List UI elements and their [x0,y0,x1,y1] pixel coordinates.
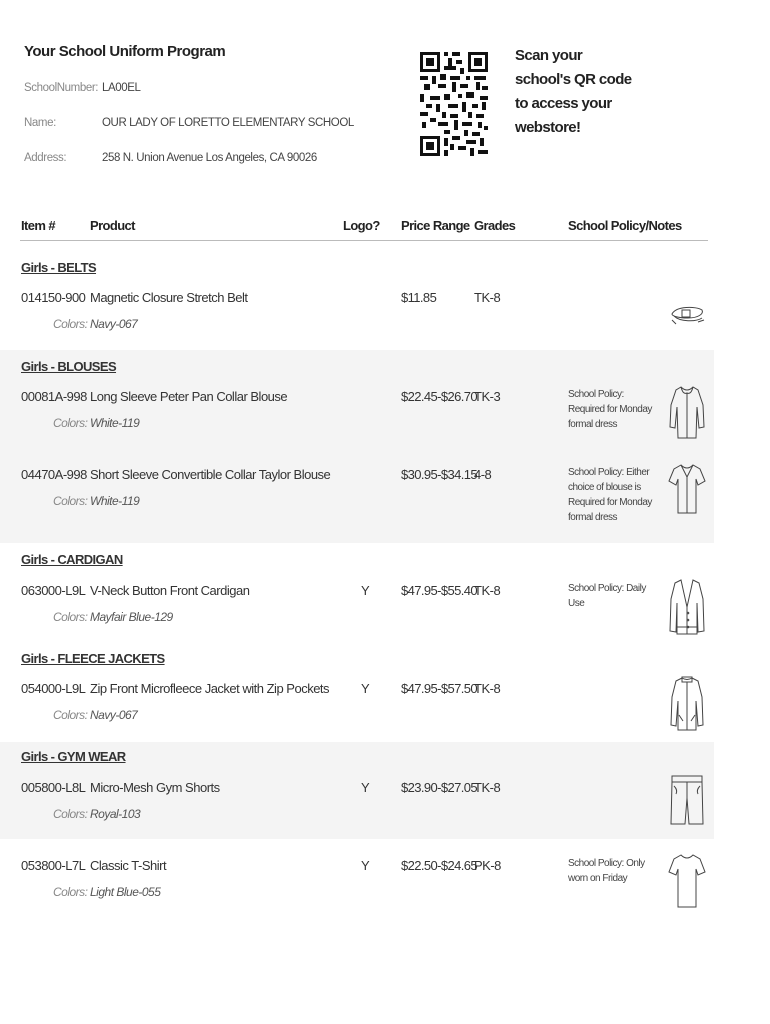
product-name: Long Sleeve Peter Pan Collar Blouse [90,389,288,404]
fleece-jacket-icon [668,675,706,733]
price-range: $22.50-$24.65 [401,858,478,873]
policy-notes: School Policy: Daily Use [568,583,646,609]
colors-label: Colors: [53,885,88,899]
category-heading: Girls - CARDIGAN [21,552,123,567]
grades: 4-8 [474,467,492,482]
product-name: Classic T-Shirt [90,858,167,873]
gym-shorts-icon [668,774,706,830]
grades: PK-8 [474,858,501,873]
item-number: 053800-L7L [21,858,86,873]
price-range: $23.90-$27.05 [401,780,478,795]
grades: TK-8 [474,780,501,795]
logo-flag: Y [361,583,370,598]
item-number: 054000-L9L [21,681,86,696]
colors-label: Colors: [53,610,88,624]
colors-value: Navy-067 [90,708,138,722]
grades: TK-3 [474,389,501,404]
colors-label: Colors: [53,416,88,430]
price-range: $47.95-$57.50 [401,681,478,696]
logo-flag: Y [361,780,370,795]
product-name: Magnetic Closure Stretch Belt [90,290,248,305]
item-number: 014150-900 [21,290,86,305]
grades: TK-8 [474,290,501,305]
category-heading: Girls - GYM WEAR [21,749,126,764]
colors-label: Colors: [53,708,88,722]
page-title: Your School Uniform Program [24,43,226,60]
table-row[interactable] [0,858,770,948]
policy-notes: School Policy: Required for Monday formal dress [568,389,652,430]
scan-instructions: Scan your school's QR code to access your webstore! [515,47,632,136]
item-number: 04470A-998 [21,467,87,482]
address-value: 258 N. Union Avenue Los Angeles, CA 90026 [102,152,317,164]
product-name: V-Neck Button Front Cardigan [90,583,250,598]
table-row[interactable] [0,467,770,557]
long-sleeve-blouse-icon [668,383,706,441]
colors-value: Royal-103 [90,807,141,821]
grades: TK-8 [474,583,501,598]
col-price: Price Range [401,218,470,233]
colors-value: Mayfair Blue-129 [90,610,173,624]
qr-code-icon[interactable] [420,52,488,156]
policy-notes: School Policy: Only worn on Friday [568,858,645,884]
category-heading: Girls - BELTS [21,260,97,275]
address-label: Address: [24,152,67,164]
colors-label: Colors: [53,807,88,821]
table-header [0,218,770,242]
price-range: $47.95-$55.40 [401,583,478,598]
policy-notes: School Policy: Either choice of blouse is Required for Monday formal dress [568,467,652,523]
col-notes: School Policy/Notes [568,218,682,233]
col-grades: Grades [474,218,516,233]
school-number-value: LA00EL [102,82,141,94]
school-number-label: SchoolNumber: [24,82,99,94]
school-name-value: OUR LADY OF LORETTO ELEMENTARY SCHOOL [102,117,354,129]
item-number: 00081A-998 [21,389,87,404]
colors-value: White-119 [90,494,140,508]
price-range: $30.95-$34.15 [401,467,478,482]
col-item: Item # [21,218,55,233]
price-range: $22.45-$26.70 [401,389,478,404]
cardigan-icon [668,577,706,637]
school-name-label: Name: [24,117,56,129]
header-divider [20,240,708,241]
colors-value: White-119 [90,416,140,430]
colors-value: Navy-067 [90,317,138,331]
t-shirt-icon [668,852,706,910]
logo-flag: Y [361,681,370,696]
grades: TK-8 [474,681,501,696]
col-product: Product [90,218,135,233]
category-heading: Girls - FLEECE JACKETS [21,651,165,666]
logo-flag: Y [361,858,370,873]
col-logo: Logo? [343,218,380,233]
item-number: 063000-L9L [21,583,86,598]
colors-value: Light Blue-055 [90,885,161,899]
item-number: 005800-L8L [21,780,86,795]
short-sleeve-blouse-icon [668,461,706,517]
colors-label: Colors: [53,317,88,331]
product-name: Zip Front Microfleece Jacket with Zip Pockets [90,681,330,696]
colors-label: Colors: [53,494,88,508]
product-name: Micro-Mesh Gym Shorts [90,780,220,795]
belt-icon [668,298,706,328]
price-range: $11.85 [401,290,437,305]
category-heading: Girls - BLOUSES [21,359,117,374]
product-name: Short Sleeve Convertible Collar Taylor Blouse [90,467,331,482]
